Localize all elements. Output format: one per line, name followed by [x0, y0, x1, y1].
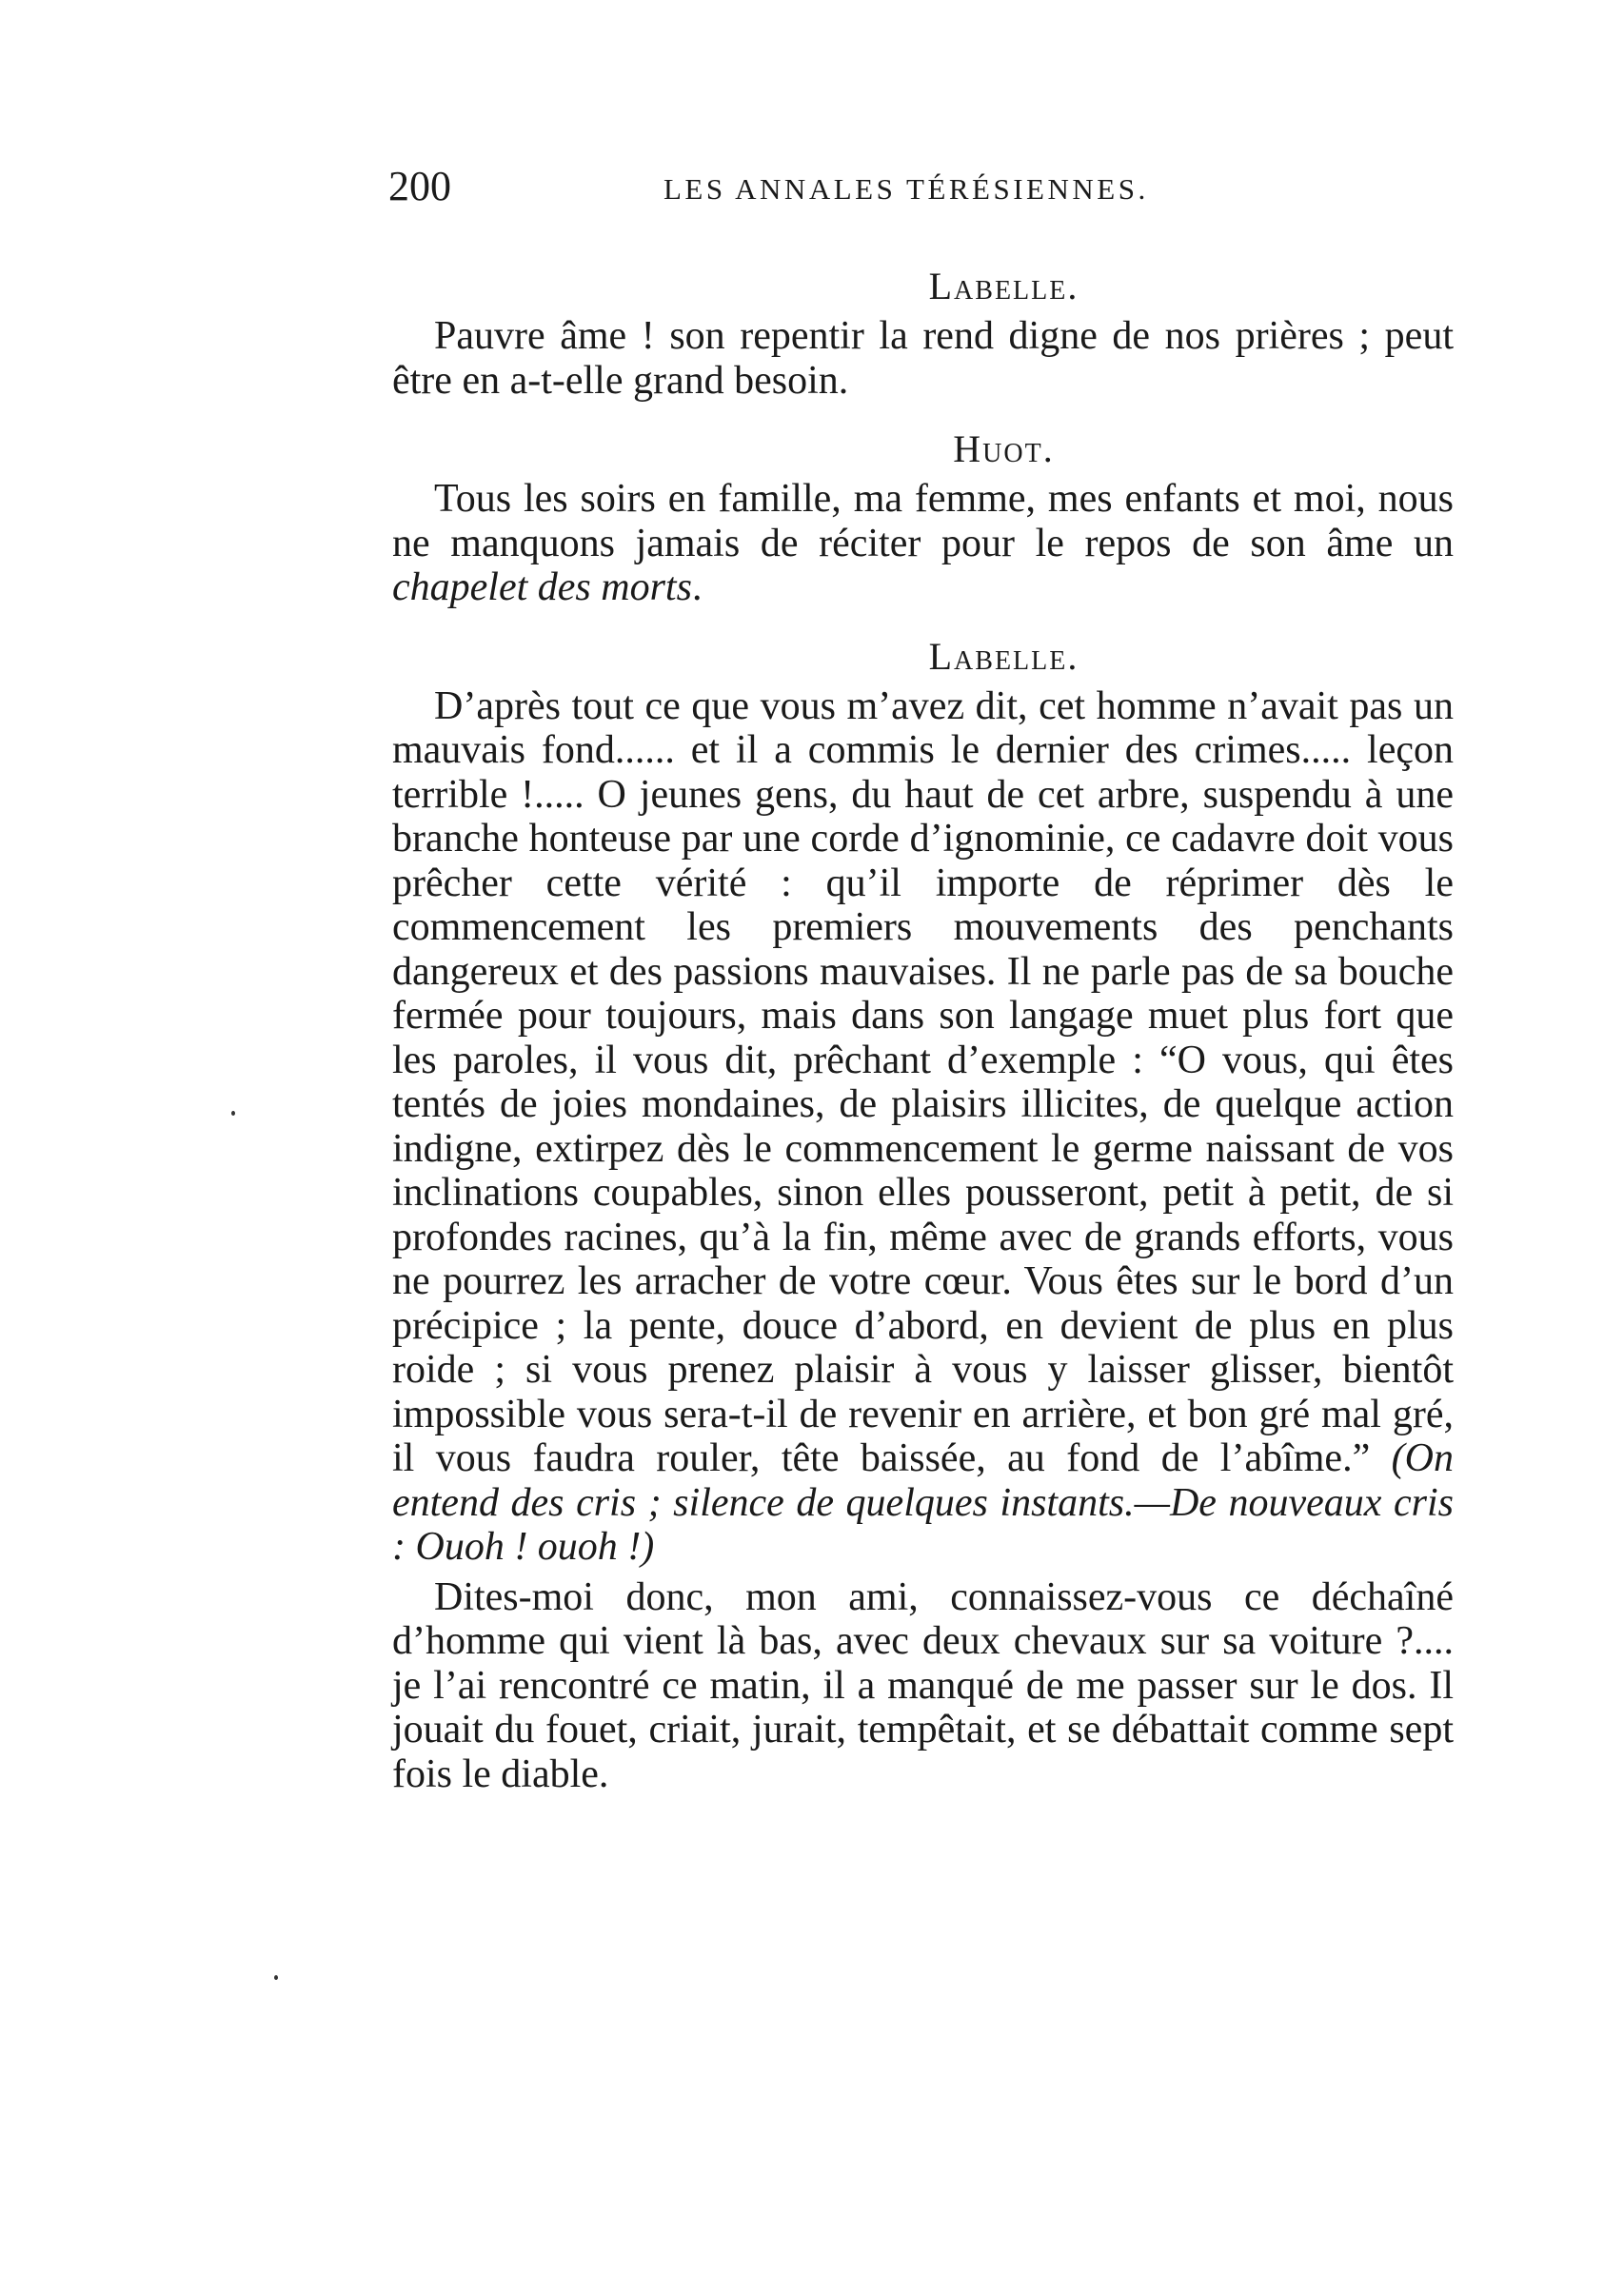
speaker-name: Labelle. — [928, 265, 1079, 307]
dialogue-paragraph — [392, 477, 1454, 610]
dialogue-text: Tous les soirs en famille, ma femme, mes enfants et moi, nous ne manquons jamais de réciter pour le repos de son âme un — [392, 477, 1454, 565]
margin-speck — [274, 1975, 278, 1980]
dialogue-paragraph: Dites-moi donc, mon ami, connaissez-vous ce déchaîné d’homme qui vient là bas, avec deux chevaux sur sa voiture ?.... je l’ai rencontré ce matin, il a manqué de me passer sur le dos. Il jouait du fouet, criait, jurait, tempêtait, et se débattait comme sept fois le diable. — [392, 1574, 1454, 1796]
dialogue-text: D’après tout ce que vous m’avez dit, cet homme n’avait pas un mauvais fond...... et il a commis le dernier des crimes..... leçon terrible !..... O jeunes gens, du haut de cet arbre, suspendu à une branche honteuse par une corde d’ignominie, ce cadavre doit vous prêcher cette vérité : qu’il importe de réprimer dès le commencement les premiers mouvements des penchants dangereux et des passions mauvaises. Il ne parle pas de sa bouche fermée pour toujours, mais dans son langage muet plus fort que les paroles, il vous dit, prêchant d’exemple : “O vous, qui êtes tentés de joies mondaines, de plaisirs illicites, de quelque action indigne, extirpez dès le commencement le germe naissant de vos inclinations coupables, sinon elles pousseront, petit à petit, de si profondes racines, qu’à la fin, même avec de grands efforts, vous ne pourrez les arracher de votre cœur. Vous êtes sur le bord d’un précipice ; la pente, douce d’abord, en devient de plus en plus roide ; si vous prenez plaisir à vous y laisser glisser, bientôt impossible vous sera-t-il de revenir en arrière, et bon gré mal gré, il vous faudra rouler, tête baissée, au fond de l’abîme.” — [392, 683, 1454, 1480]
speaker-name: Labelle. — [928, 634, 1079, 678]
dialogue-paragraph — [392, 684, 1454, 1570]
dialogue-text: . — [691, 565, 703, 609]
running-title: LES ANNALES TÉRÉSIENNES. — [663, 172, 1149, 206]
page-header — [388, 152, 1454, 219]
stage-direction: (On entend des cris ; silence de quelques instants.—De nouveaux cris : Ouoh ! ouoh !) — [392, 1436, 1454, 1569]
italic-phrase: chapelet des morts — [392, 565, 692, 609]
margin-speck — [231, 1111, 235, 1116]
book-page — [388, 152, 1454, 1796]
speaker-name: Huot. — [953, 427, 1055, 470]
dialogue-paragraph: Pauvre âme ! son repentir la rend digne de nos prières ; peut être en a-t-elle grand besoin. — [392, 314, 1454, 403]
page-number: 200 — [388, 163, 451, 209]
